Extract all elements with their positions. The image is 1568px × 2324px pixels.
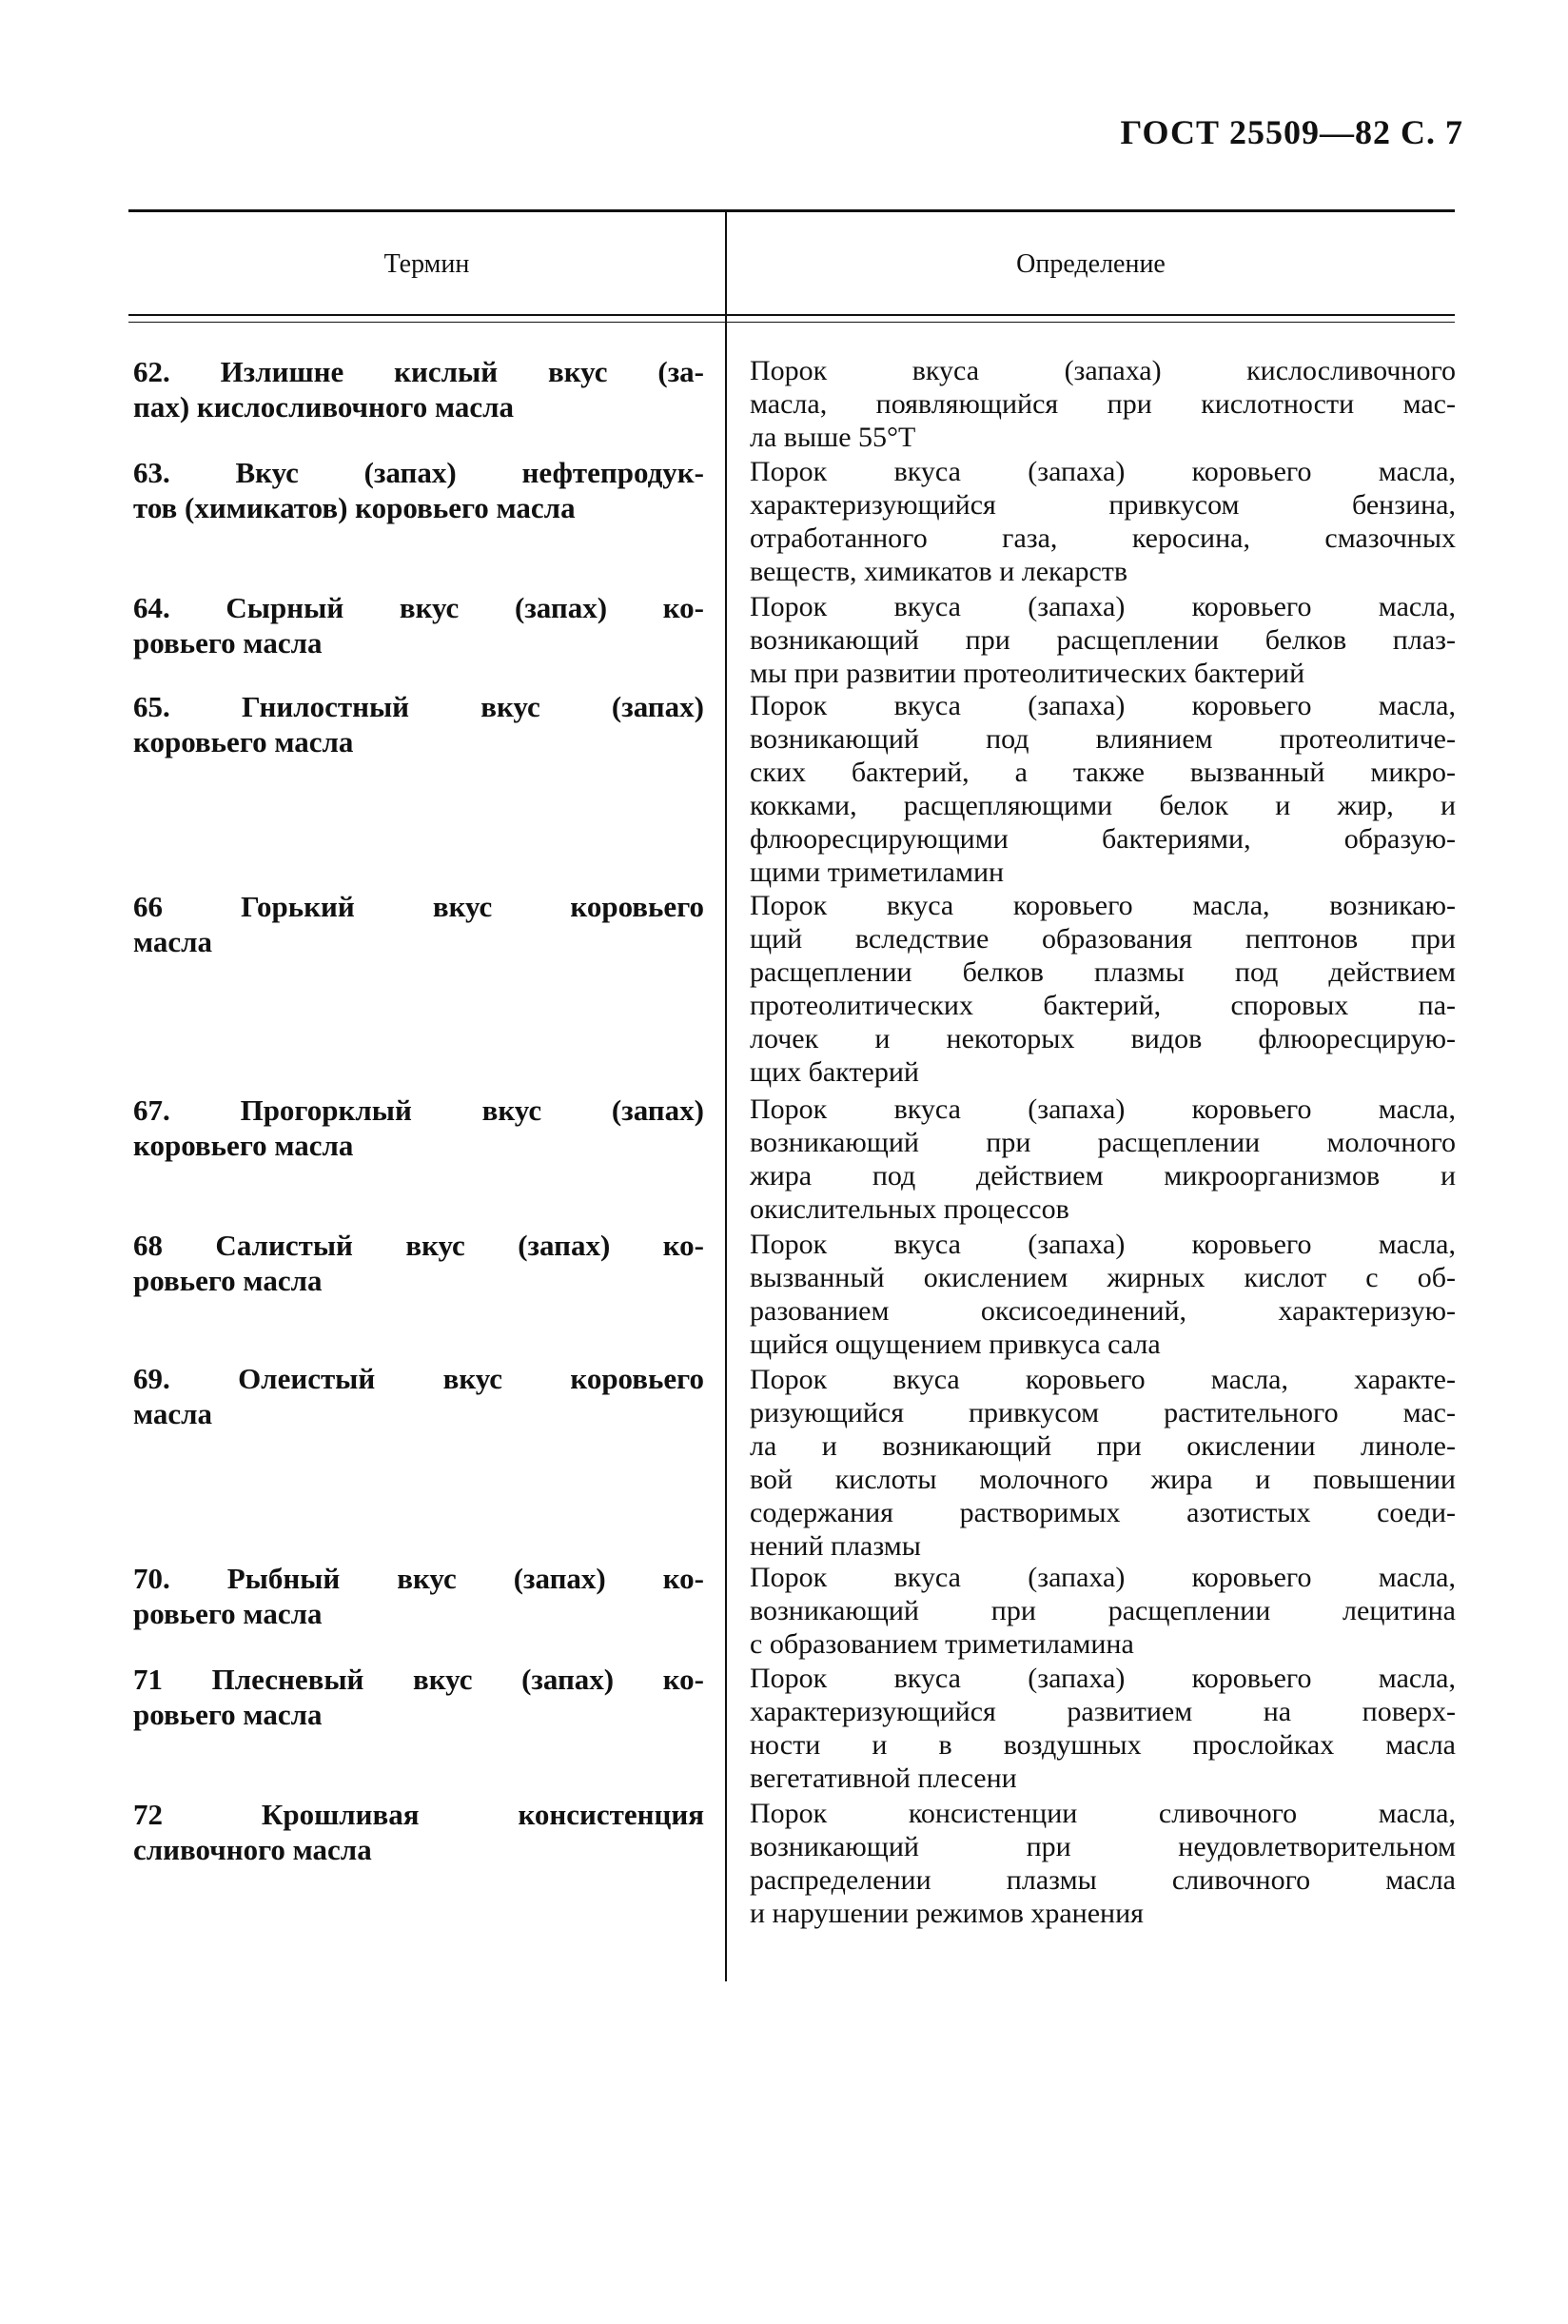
definition-cell [750, 889, 1456, 1089]
definition-cell [750, 1363, 1456, 1563]
definition-line: жира под действием микроорганизмов и [750, 1160, 1456, 1192]
term-cell [133, 1797, 704, 1867]
header-rule-double [128, 322, 1455, 323]
definition-line: мы при развитии протеолитических бактерий [750, 658, 1305, 689]
definition-line: распределении плазмы сливочного масла [750, 1864, 1456, 1896]
definition-cell [750, 1662, 1456, 1795]
term-cell [133, 689, 704, 759]
definition-line: Порок вкуса (запаха) коровьего масла, [750, 456, 1456, 487]
definition-line: возникающий при расщеплении белков плаз- [750, 624, 1456, 656]
definition-line: Порок вкуса (запаха) коровьего масла, [750, 1562, 1456, 1593]
definition-cell [750, 455, 1456, 588]
term-cell [133, 354, 704, 424]
page-header: ГОСТ 25509—82 С. 7 [1120, 113, 1463, 151]
definition-cell [750, 689, 1456, 889]
term-line: 62. Излишне кислый вкус (за- [133, 355, 704, 388]
definition-line: щими триметиламин [750, 857, 1005, 888]
definition-line: возникающий при неудовлетворительном [750, 1831, 1456, 1862]
definition-line: щий вследствие образования пептонов при [750, 923, 1456, 955]
definition-line: ских бактерий, а также вызванный микро- [750, 757, 1456, 788]
definition-line: Порок вкуса (запаха) коровьего масла, [750, 1663, 1456, 1694]
definition-line: ла и возникающий при окислении линоле- [750, 1430, 1456, 1462]
definition-line: нений плазмы [750, 1530, 921, 1562]
definition-line: Порок консистенции сливочного масла, [750, 1798, 1456, 1829]
term-line: 69. Олеистый вкус коровьего [133, 1362, 704, 1395]
definition-line: лочек и некоторых видов флюоресцирую- [750, 1023, 1456, 1054]
definition-line: ла выше 55°Т [750, 422, 916, 453]
term-line: 66 Горький вкус коровьего [133, 890, 704, 923]
term-line: 67. Прогорклый вкус (запах) [133, 1093, 704, 1127]
definition-cell [750, 590, 1456, 690]
term-line: пах) кислосливочного масла [133, 390, 515, 423]
header-rule [128, 314, 1455, 316]
definition-cell [750, 1228, 1456, 1361]
column-divider [725, 211, 727, 1981]
definition-line: Порок вкуса (запаха) коровьего масла, [750, 690, 1456, 721]
definition-line: Порок вкуса (запаха) кислосливочного [750, 355, 1456, 386]
definition-line: Порок вкуса (запаха) коровьего масла, [750, 1093, 1456, 1125]
definition-line: Порок вкуса (запаха) коровьего масла, [750, 1229, 1456, 1260]
definition-line: щийся ощущением привкуса сала [750, 1329, 1161, 1360]
term-line: коровьего масла [133, 1129, 354, 1162]
definition-line: вегетативной плесени [750, 1763, 1017, 1794]
definition-line: кокками, расщепляющими белок и жир, и [750, 790, 1456, 821]
table-top-rule [128, 209, 1455, 212]
definition-cell [750, 1093, 1456, 1226]
definition-line: флюоресцирующими бактериями, образую- [750, 823, 1456, 855]
definition-line: вой кислоты молочного жира и повышении [750, 1464, 1456, 1495]
term-cell [133, 1093, 704, 1163]
definition-line: и нарушении режимов хранения [750, 1898, 1144, 1929]
definition-line: щих бактерий [750, 1056, 919, 1088]
definition-line: возникающий под влиянием протеолитиче- [750, 723, 1456, 755]
term-line: 64. Сырный вкус (запах) ко- [133, 591, 704, 624]
term-line: ровьего масла [133, 626, 323, 660]
term-line: масла [133, 925, 213, 958]
term-line: 68 Салистый вкус (запах) ко- [133, 1229, 704, 1262]
column-header-definition: Определение [1016, 249, 1166, 279]
definition-line: возникающий при расщеплении лецитина [750, 1595, 1456, 1626]
definition-line: возникающий при расщеплении молочного [750, 1127, 1456, 1158]
term-cell [133, 590, 704, 660]
definition-line: отработанного газа, керосина, смазочных [750, 522, 1456, 554]
term-line: 63. Вкус (запах) нефтепродук- [133, 456, 704, 489]
definition-cell [750, 354, 1456, 454]
term-line: 65. Гнилостный вкус (запах) [133, 690, 704, 723]
term-line: 70. Рыбный вкус (запах) ко- [133, 1562, 704, 1595]
term-line: масла [133, 1397, 213, 1430]
definition-line: содержания растворимых азотистых соеди- [750, 1497, 1456, 1528]
term-line: 71 Плесневый вкус (запах) ко- [133, 1663, 704, 1696]
term-line: 72 Крошливая консистенция [133, 1798, 704, 1831]
term-line: сливочного масла [133, 1833, 372, 1866]
definition-cell [750, 1797, 1456, 1930]
definition-line: разованием оксисоединений, характеризую- [750, 1295, 1456, 1327]
term-cell [133, 455, 704, 525]
column-header-term: Термин [383, 249, 470, 279]
definition-cell [750, 1561, 1456, 1661]
term-line: ровьего масла [133, 1264, 323, 1297]
term-line: тов (химикатов) коровьего масла [133, 491, 576, 524]
definition-line: окислительных процессов [750, 1193, 1069, 1225]
definition-line: масла, появляющийся при кислотности мас- [750, 388, 1456, 420]
definition-line: веществ, химикатов и лекарств [750, 556, 1128, 587]
term-cell [133, 1662, 704, 1732]
definition-line: протеолитических бактерий, споровых па- [750, 990, 1456, 1021]
term-line: ровьего масла [133, 1698, 323, 1731]
definition-line: Порок вкуса (запаха) коровьего масла, [750, 591, 1456, 622]
term-cell [133, 1561, 704, 1631]
definition-line: ризующийся привкусом растительного мас- [750, 1397, 1456, 1428]
term-cell [133, 889, 704, 959]
definition-line: характеризующийся привкусом бензина, [750, 489, 1456, 521]
term-cell [133, 1361, 704, 1431]
term-cell [133, 1228, 704, 1298]
definition-line: характеризующийся развитием на поверх- [750, 1696, 1456, 1727]
term-line: коровьего масла [133, 725, 354, 758]
definition-line: ности и в воздушных прослойках масла [750, 1729, 1456, 1761]
term-line: ровьего масла [133, 1597, 323, 1630]
definition-line: с образованием триметиламина [750, 1628, 1134, 1660]
definition-line: Порок вкуса коровьего масла, характе- [750, 1364, 1456, 1395]
definition-line: Порок вкуса коровьего масла, возникаю- [750, 890, 1456, 921]
definition-line: расщеплении белков плазмы под действием [750, 956, 1456, 988]
definition-line: вызванный окислением жирных кислот с об- [750, 1262, 1456, 1293]
